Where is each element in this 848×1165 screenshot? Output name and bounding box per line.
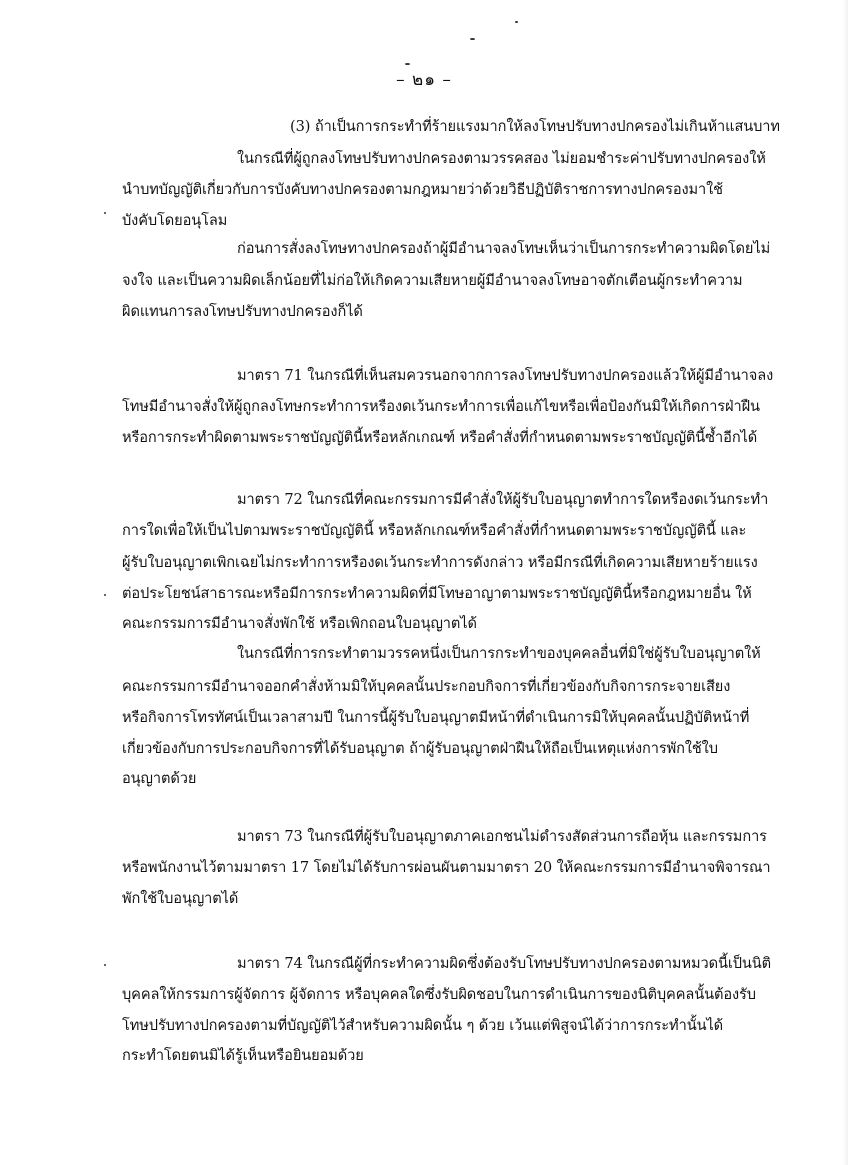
section-72-paragraph-2-line: ในกรณีที่การกระทำตามวรรคหนึ่งเป็นการกระทำของบุคคลอื่นที่มิใช่ผู้รับใบอนุญาตให้ [237, 645, 761, 662]
section-72-paragraph-2-line: อนุญาตด้วย [122, 770, 197, 787]
scan-speck [104, 964, 106, 966]
warning-paragraph-line: ก่อนการสั่งลงโทษทางปกครองถ้าผู้มีอำนาจลงโทษเห็นว่าเป็นการกระทำความผิดโดยไม่ [237, 240, 771, 257]
scan-edge-shadow [842, 0, 848, 1165]
section-71-line: มาตรา 71 ในกรณีที่เห็นสมควรนอกจากการลงโทษปรับทางปกครองแล้วให้ผู้มีอำนาจลง [237, 367, 774, 384]
enforcement-paragraph-line: ในกรณีที่ผู้ถูกลงโทษปรับทางปกครองตามวรรคสอง ไม่ยอมชำระค่าปรับทางปกครองให้ [237, 150, 766, 167]
section-71-line: หรือการกระทำผิดตามพระราชบัญญัตินี้หรือหลักเกณฑ์ หรือคำสั่งที่กำหนดตามพระราชบัญญัตินี้ซ้ำอีกได้ [122, 429, 758, 446]
section-73-line: หรือพนักงานไว้ตามมาตรา 17 โดยไม่ได้รับการผ่อนผันตามมาตรา 20 ให้คณะกรรมการมีอำนาจพิจารณา [122, 859, 771, 876]
section-72-line: การใดเพื่อให้เป็นไปตามพระราชบัญญัตินี้ หรือหลักเกณฑ์หรือคำสั่งที่กำหนดตามพระราชบัญญัตินี้ และ [122, 522, 747, 539]
scan-speck [470, 38, 475, 40]
page-number: – ๒๑ – [396, 70, 452, 90]
section-72-paragraph-2-line: เกี่ยวข้องกับการประกอบกิจการที่ได้รับอนุญาต ถ้าผู้รับอนุญาตฝ่าฝืนให้ถือเป็นเหตุแห่งการพักใช้ใบ [122, 740, 718, 757]
warning-paragraph-line: จงใจ และเป็นความผิดเล็กน้อยที่ไม่ก่อให้เกิดความเสียหายผู้มีอำนาจลงโทษอาจตักเตือนผู้กระทำความ [122, 272, 743, 289]
section-72-paragraph-2-line: หรือกิจการโทรทัศน์เป็นเวลาสามปี ในการนี้ผู้รับใบอนุญาตมีหน้าที่ดำเนินการมิให้บุคคลนั้นปฏิบัติหน้าที่ [122, 709, 750, 726]
section-72-line: ผู้รับใบอนุญาตเพิกเฉยไม่กระทำการหรืองดเว้นกระทำการดังกล่าว หรือมีกรณีที่เกิดความเสียหายร้ายแรง [122, 554, 758, 571]
scan-speck [104, 212, 106, 214]
enforcement-paragraph-line: นำบทบัญญัติเกี่ยวกับการบังคับทางปกครองตามกฎหมายว่าด้วยวิธีปฏิบัติราชการทางปกครองมาใช้ [122, 181, 723, 198]
section-71-line: โทษมีอำนาจสั่งให้ผู้ถูกลงโทษกระทำการหรืองดเว้นกระทำการเพื่อแก้ไขหรือเพื่อป้องกันมิให้เกิดการฝ่าฝืน [122, 398, 760, 415]
scan-speck [405, 63, 410, 65]
item-3-text: (3) ถ้าเป็นการกระทำที่ร้ายแรงมากให้ลงโทษปรับทางปกครองไม่เกินห้าแสนบาท [290, 118, 780, 135]
section-73-line: พักใช้ใบอนุญาตได้ [122, 890, 239, 907]
section-73-line: มาตรา 73 ในกรณีที่ผู้รับใบอนุญาตภาคเอกชนไม่ดำรงสัดส่วนการถือหุ้น และกรรมการ [237, 828, 767, 845]
section-74-line: มาตรา 74 ในกรณีผู้ที่กระทำความผิดซึ่งต้องรับโทษปรับทางปกครองตามหมวดนี้เป็นนิติ [237, 955, 772, 972]
enforcement-paragraph-line: บังคับโดยอนุโลม [122, 212, 228, 229]
section-72-line: ต่อประโยชน์สาธารณะหรือมีการกระทำความผิดที่มีโทษอาญาตามพระราชบัญญัตินี้หรือกฎหมายอื่น ให้ [122, 585, 752, 602]
warning-paragraph-line: ผิดแทนการลงโทษปรับทางปกครองก็ได้ [122, 303, 363, 320]
section-74-line: โทษปรับทางปกครองตามที่บัญญัติไว้สำหรับความผิดนั้น ๆ ด้วย เว้นแต่พิสูจน์ได้ว่าการกระทำนั้นได้ [122, 1017, 724, 1034]
scan-speck [515, 21, 518, 23]
section-72-line: มาตรา 72 ในกรณีที่คณะกรรมการมีคำสั่งให้ผู้รับใบอนุญาตทำการใดหรืองดเว้นกระทำ [237, 491, 769, 508]
section-74-line: บุคคลให้กรรมการผู้จัดการ ผู้จัดการ หรือบุคคลใดซึ่งรับผิดชอบในการดำเนินการของนิติบุคคลนั้นต้องรับ [122, 986, 756, 1003]
section-74-line: กระทำโดยตนมิได้รู้เห็นหรือยินยอมด้วย [122, 1047, 364, 1064]
section-72-line: คณะกรรมการมีอำนาจสั่งพักใช้ หรือเพิกถอนใบอนุญาตได้ [122, 615, 477, 632]
scan-speck [104, 594, 106, 596]
section-72-paragraph-2-line: คณะกรรมการมีอำนาจออกคำสั่งห้ามมิให้บุคคลนั้นประกอบกิจการที่เกี่ยวข้องกับกิจการกระจายเสียง [122, 678, 731, 695]
